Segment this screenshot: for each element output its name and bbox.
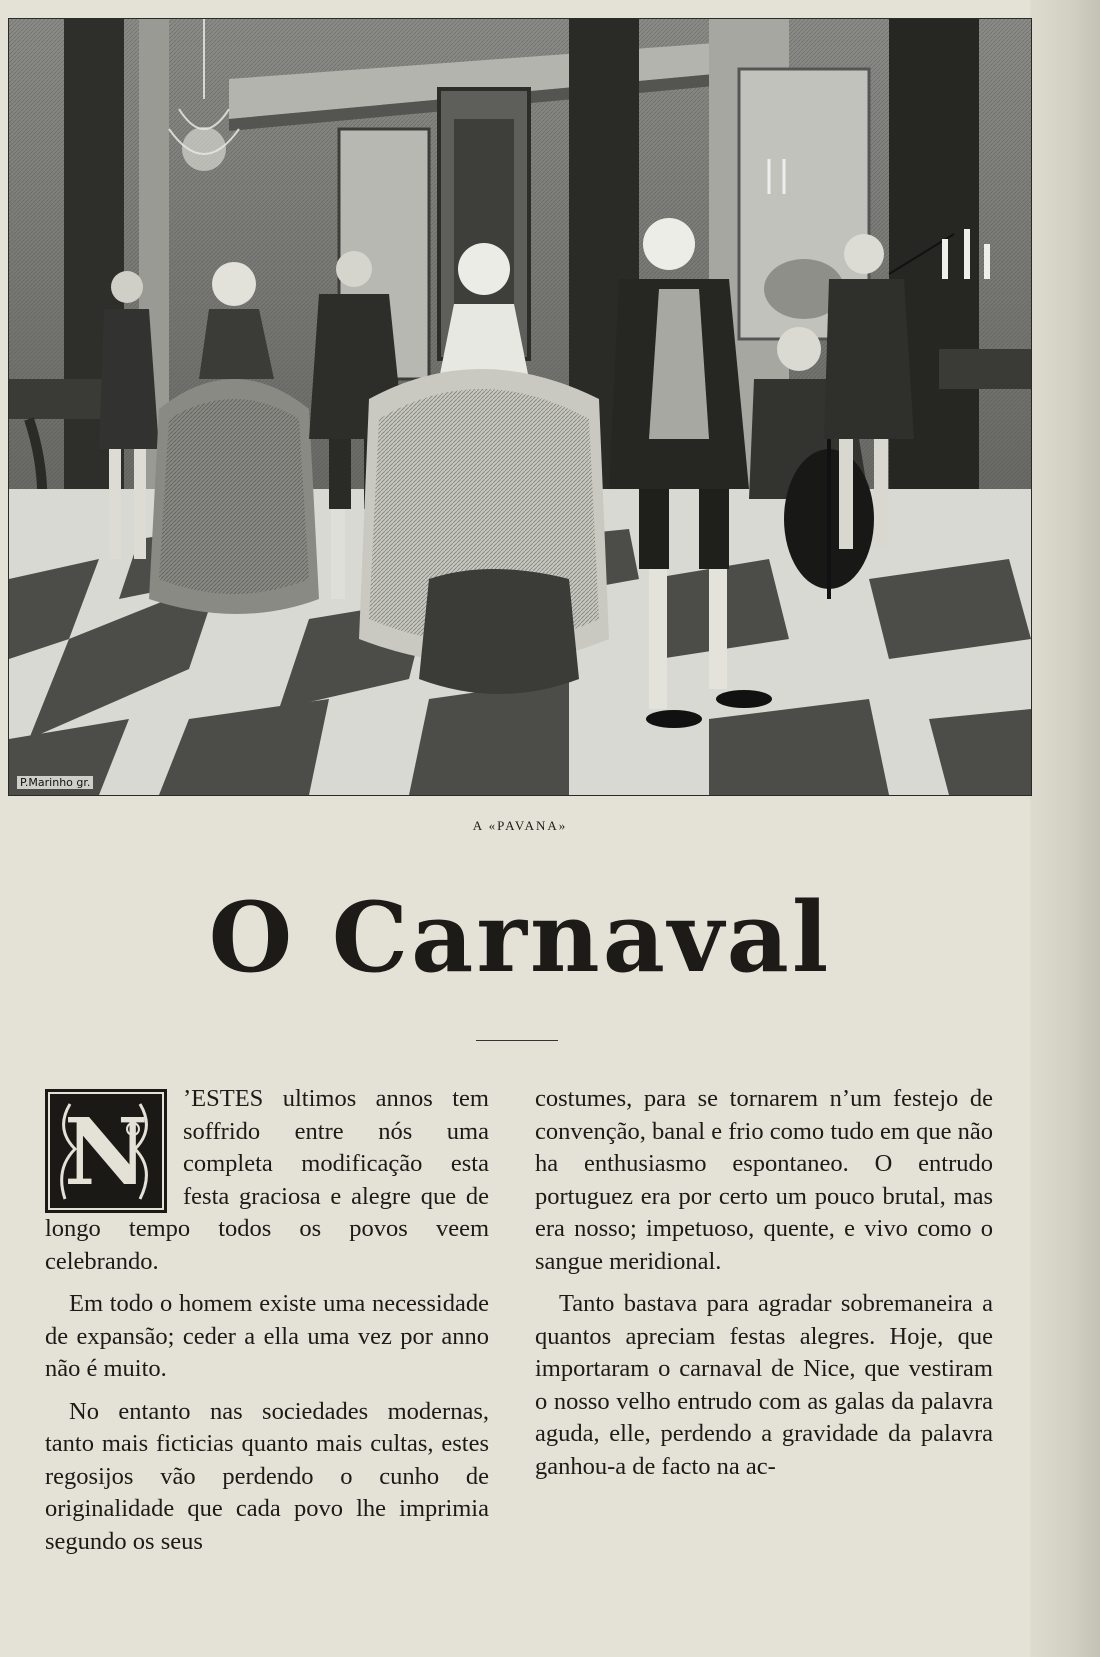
engraver-signature: P.Marinho gr. bbox=[17, 776, 93, 789]
opening-word: ’ESTES bbox=[183, 1085, 264, 1112]
dropcap-letter: N bbox=[63, 1098, 149, 1206]
paragraph-1 bbox=[45, 1083, 489, 1278]
article-title: O Carnaval bbox=[208, 881, 832, 994]
ornamental-dropcap bbox=[45, 1089, 167, 1213]
dropcap-ornament-icon bbox=[45, 1089, 167, 1213]
paragraph-5: Tanto bastava para agradar sobremaneira a quantos apreciam festas alegres. Hoje, que importaram o carnaval de Nice, que vestiram o nosso velho entrudo com as galas da palavra aguda, elle, perdendo a gravidade da palavra ganhou-a de facto na ac- bbox=[535, 1290, 993, 1480]
paragraph-4: costumes, para se tornarem n’um festejo de convenção, banal e frio como tudo em que não ha enthusiasmo espontaneo. O entrudo portuguez era por certo um pouco brutal, mas era nosso; impetuoso, quente, e vivo como o sangue meridional. bbox=[535, 1085, 993, 1275]
illustration-caption: A «PAVANA» bbox=[472, 818, 568, 833]
ballroom-scene-image bbox=[9, 19, 1031, 795]
paragraph-3: No entanto nas sociedades modernas, tanto mais ficticias quanto mais cultas, estes regosijos vão perdendo o cunho de originalidade que cada povo lhe imprimia segundo os seus bbox=[45, 1397, 489, 1555]
title-divider bbox=[476, 1040, 558, 1041]
paragraph-1-text: ultimos annos tem soffrido entre nós uma completa modificação esta festa graciosa e alegre que de longo tempo todos os povos veem celebrando. bbox=[45, 1085, 489, 1275]
page-edge-shadow bbox=[1030, 0, 1100, 1657]
paragraph-2: Em todo o homem existe uma necessidade de expansão; ceder a ella uma vez por anno não é muito. bbox=[45, 1290, 489, 1382]
right-column bbox=[535, 1083, 993, 1483]
ballroom-illustration bbox=[8, 18, 1032, 796]
left-column bbox=[45, 1083, 489, 1558]
